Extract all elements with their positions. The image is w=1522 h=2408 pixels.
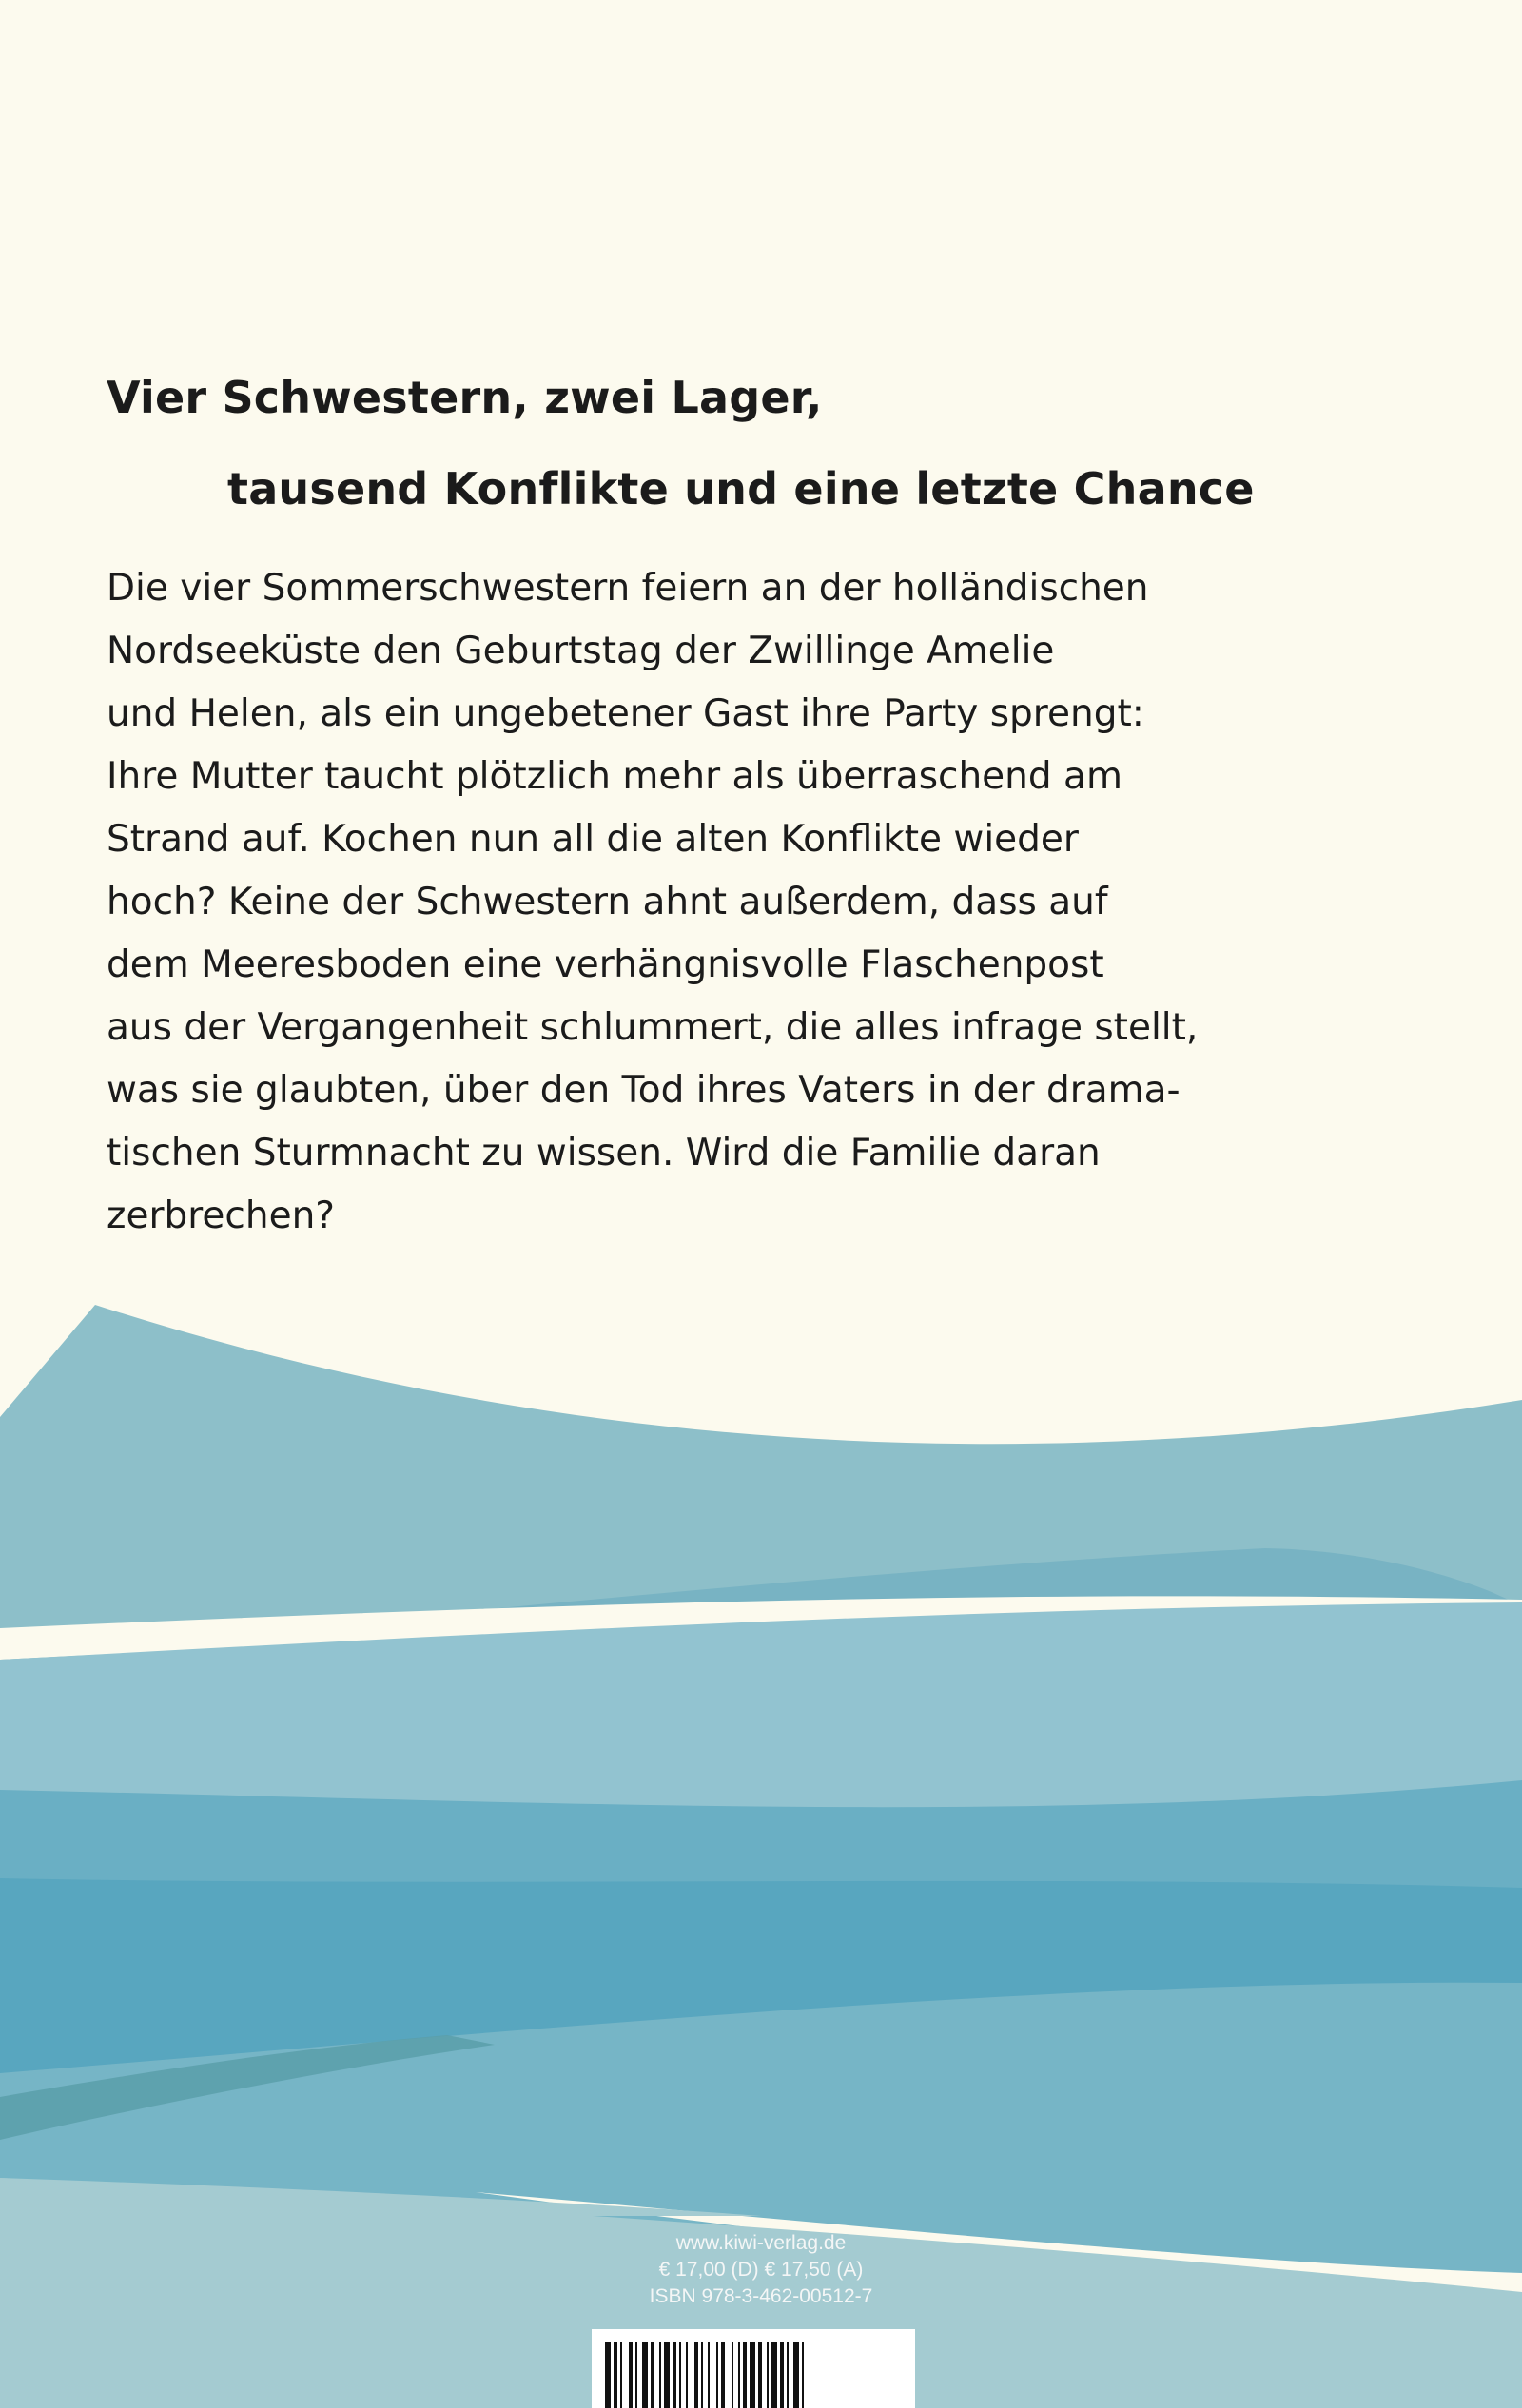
price-label: € 17,00 (D) € 17,50 (A) xyxy=(658,2259,864,2281)
isbn-label: ISBN 978-3-462-00512-7 xyxy=(649,2285,873,2307)
blurb-line: aus der Vergangenheit schlummert, die alles infrage stellt, xyxy=(107,1006,1199,1049)
blurb-line: und Helen, als ein ungebetener Gast ihre Party sprengt: xyxy=(107,692,1144,735)
barcode-panel xyxy=(592,2329,915,2408)
blurb-line: Ihre Mutter taucht plötzlich mehr als überraschend am xyxy=(107,755,1122,798)
blurb-line: hoch? Keine der Schwestern ahnt außerdem, dass auf xyxy=(107,881,1108,923)
blurb-line: Die vier Sommerschwestern feiern an der holländischen xyxy=(107,567,1149,610)
blurb-line: Nordseeküste den Geburtstag der Zwillinge Amelie xyxy=(107,630,1055,672)
blurb-line: Strand auf. Kochen nun all die alten Konflikte wieder xyxy=(107,818,1079,861)
blurb-line: was sie glaubten, über den Tod ihres Vaters in der drama- xyxy=(107,1069,1181,1112)
tagline-line-2: tausend Konflikte und eine letzte Chance xyxy=(227,463,1255,515)
blurb-line: tischen Sturmnacht zu wissen. Wird die Familie daran xyxy=(107,1132,1101,1175)
tagline-line-1: Vier Schwestern, zwei Lager, xyxy=(107,372,823,423)
publisher-website: www.kiwi-verlag.de xyxy=(675,2232,847,2254)
blurb-line: dem Meeresboden eine verhängnisvolle Flaschenpost xyxy=(107,943,1104,986)
blurb-line: zerbrechen? xyxy=(107,1194,335,1237)
barcode-icon xyxy=(605,2342,902,2408)
